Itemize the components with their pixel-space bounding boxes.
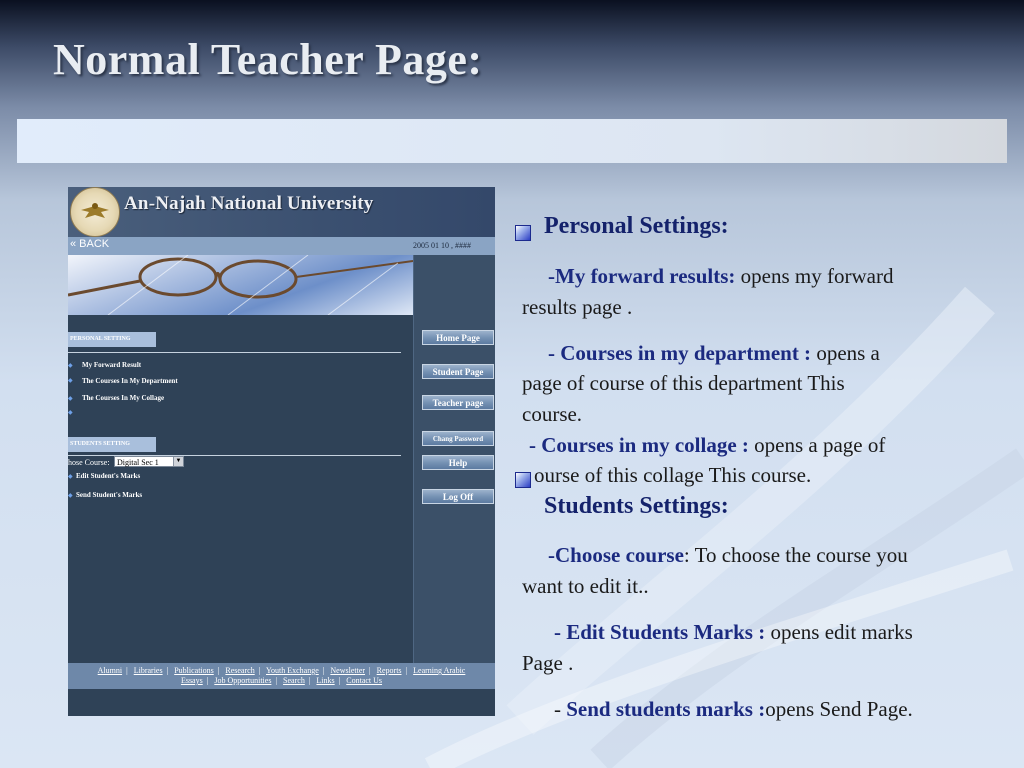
footer-link-research[interactable]: Research <box>225 666 255 675</box>
choose-course-label: hose Course: <box>68 458 110 467</box>
choose-course-note <box>548 540 908 571</box>
department-note-2: page of course of this department This <box>522 371 845 395</box>
forward-results-bold: -My forward results: <box>548 264 736 288</box>
forward-results-text: opens my forward <box>735 264 894 288</box>
chevron-down-icon[interactable]: ▼ <box>173 457 183 466</box>
send-marks-prefix: - <box>554 697 567 721</box>
help-button[interactable]: Help <box>422 455 494 470</box>
choose-course-bold: -Choose course <box>548 543 684 567</box>
choose-course-note-2: want to edit it.. <box>522 574 649 598</box>
personal-setting-header: PERSONAL SETTING <box>68 332 156 347</box>
send-marks-text: opens Send Page. <box>765 697 913 721</box>
collage-note <box>529 430 885 461</box>
university-name: An-Najah National University <box>124 193 374 214</box>
footer-link-learning-arabic[interactable]: Learning Arabic <box>413 666 466 675</box>
home-page-button[interactable]: Home Page <box>422 330 494 345</box>
square-bullet-icon <box>515 225 531 241</box>
students-settings-heading: Students Settings: <box>544 493 729 519</box>
edit-marks-note-2: Page . <box>522 651 574 675</box>
edit-marks-text: opens edit marks <box>765 620 913 644</box>
date-label: 2005 01 10 , #### <box>413 241 471 250</box>
collage-bold: - Courses in my collage : <box>529 433 749 457</box>
footer-link-newsletter[interactable]: Newsletter <box>330 666 366 675</box>
edit-student-marks-link[interactable]: Edit Student's Marks <box>76 472 141 480</box>
footer-link-libraries[interactable]: Libraries <box>133 666 163 675</box>
bullet-icon: ◆ <box>68 378 73 384</box>
department-note-3: course. <box>522 402 583 426</box>
teacher-page-button[interactable]: Teacher page <box>422 395 494 410</box>
back-bar <box>68 237 495 255</box>
footer-links-row-1: Alumni | Libraries | Publications | Research | Youth Exchange | Newsletter | Reports | Learning Arabic <box>97 666 466 675</box>
students-setting-header: STUDENTS SETTING <box>68 437 156 452</box>
department-text: opens a <box>811 341 880 365</box>
edit-marks-bold: - Edit Students Marks : <box>554 620 766 644</box>
university-seal-logo <box>70 187 120 237</box>
course-select[interactable] <box>114 456 184 467</box>
bullet-icon: ◆ <box>68 363 73 369</box>
title-underline-bar <box>17 119 1007 163</box>
footer-link-search[interactable]: Search <box>283 676 305 685</box>
footer-link-youth-exchange[interactable]: Youth Exchange <box>266 666 319 675</box>
footer-links-row-2: Essays | Job Opportunities | Search | Links | Contact Us <box>180 676 383 685</box>
send-marks-note <box>554 694 913 725</box>
send-marks-bold: Send students marks : <box>566 697 766 721</box>
my-forward-result-link[interactable]: My Forward Result <box>82 361 142 369</box>
glasses-banner-image <box>68 255 413 315</box>
university-header <box>68 187 495 237</box>
bullet-icon: ◆ <box>68 493 73 499</box>
footer-link-reports[interactable]: Reports <box>376 666 402 675</box>
footer-link-contact-us[interactable]: Contact Us <box>346 676 383 685</box>
forward-results-note-2: results page . <box>522 295 633 319</box>
bullet-icon: ◆ <box>68 474 73 480</box>
slide-title: Normal Teacher Page: <box>53 35 483 84</box>
log-off-button[interactable]: Log Off <box>422 489 494 504</box>
square-bullet-icon <box>515 472 531 488</box>
eagle-icon <box>71 188 119 236</box>
divider <box>68 352 401 353</box>
edit-marks-note <box>554 617 913 648</box>
student-page-button[interactable]: Student Page <box>422 364 494 379</box>
bullet-icon: ◆ <box>68 410 73 416</box>
change-password-button[interactable]: Chang Password <box>422 431 494 446</box>
collage-text: opens a page of <box>748 433 886 457</box>
bullet-icon: ◆ <box>68 396 73 402</box>
footer-link-alumni[interactable]: Alumni <box>97 666 123 675</box>
teacher-page-screenshot <box>68 187 495 716</box>
courses-in-collage-link[interactable]: The Courses In My Collage <box>82 394 165 402</box>
back-button[interactable]: « BACK <box>70 238 110 250</box>
site-footer <box>68 663 495 689</box>
collage-note-2: ourse of this collage This course. <box>534 463 812 487</box>
department-note <box>548 338 880 369</box>
courses-in-department-link[interactable]: The Courses In My Department <box>82 377 178 385</box>
send-student-marks-link[interactable]: Send Student's Marks <box>76 491 143 499</box>
forward-results-note <box>548 261 893 292</box>
nav-column <box>413 255 495 663</box>
personal-settings-heading: Personal Settings: <box>544 213 729 239</box>
glasses-image <box>68 255 413 315</box>
choose-course-text: : To choose the course you <box>683 543 908 567</box>
department-bold: - Courses in my department : <box>548 341 812 365</box>
footer-link-links[interactable]: Links <box>316 676 335 685</box>
footer-link-publications[interactable]: Publications <box>174 666 214 675</box>
footer-link-essays[interactable]: Essays <box>180 676 203 685</box>
footer-link-job-opportunities[interactable]: Job Opportunities <box>214 676 272 685</box>
course-select-value: Digital Sec 1 <box>117 458 159 467</box>
